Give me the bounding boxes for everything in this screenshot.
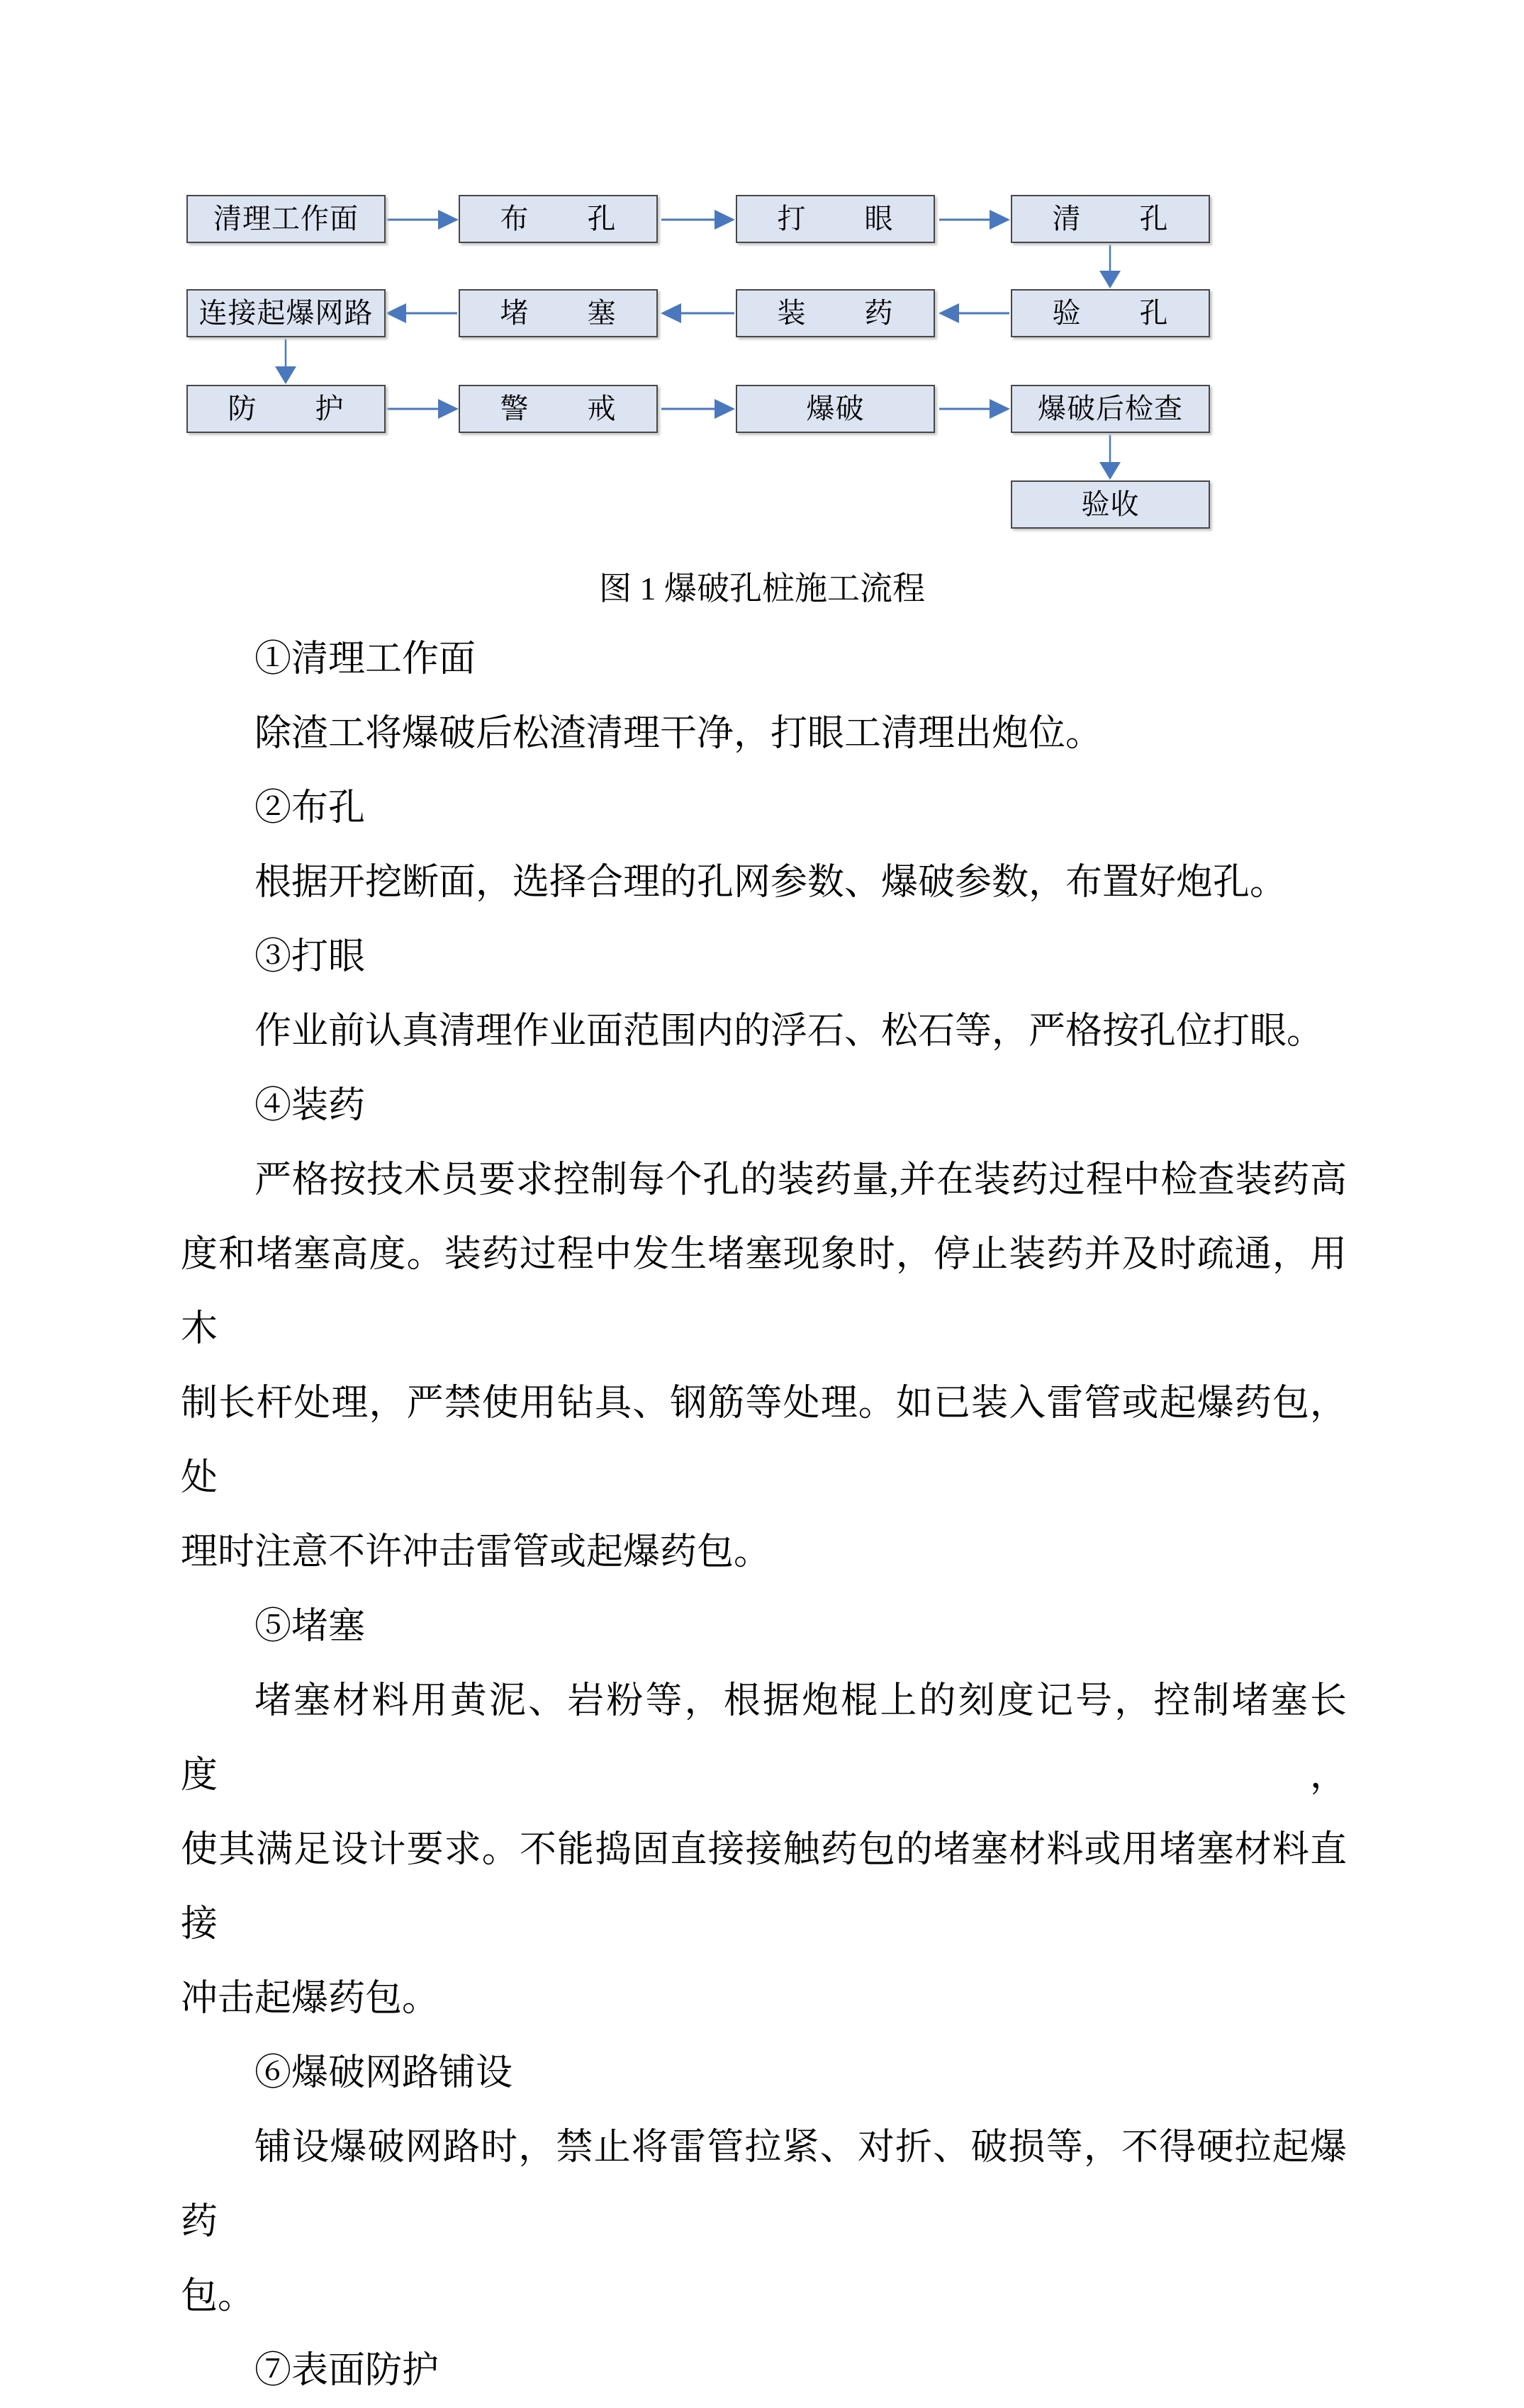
text-line: ⑤堵塞 [254,1607,366,1647]
flow-box-label: 打 眼 [777,203,894,235]
document-body [181,622,1347,2408]
flow-box-bukong [459,195,658,243]
text-line: 根据开挖断面，选择合理的孔网参数、爆破参数，布置好炮孔。 [254,862,1287,903]
text-line: 理时注意不许冲击雷管或起爆药包。 [181,1532,771,1572]
flow-box-dusai [459,289,658,337]
flow-box-label: 清 孔 [1052,203,1169,235]
text-line: ⑥爆破网路铺设 [254,2053,513,2093]
flow-connector-arrows [0,0,1524,560]
text-line: 包。 [181,2276,255,2317]
flow-box-dayan [736,195,935,243]
flow-box-label: 验收 [1081,488,1140,520]
text-line: ⑦表面防护 [254,2351,439,2391]
figure-caption: 图 1 爆破孔桩施工流程 [599,570,925,607]
flow-box-label: 装 药 [777,297,894,329]
flow-box-label: 清理工作面 [213,203,359,235]
text-line: 制长杆处理，严禁使用钻具、钢筋等处理。如已装入雷管或起爆药包，处 [181,1383,1347,1498]
flow-box-jingjie [459,385,658,433]
flow-box-label: 防 护 [228,393,344,424]
text-line: 使其满足设计要求。不能捣固直接接触药包的堵塞材料或用堵塞材料直接 [181,1830,1347,1945]
text-line: 度和堵塞高度。装药过程中发生堵塞现象时，停止装药并及时疏通，用木 [181,1234,1347,1349]
flow-box-label: 警 戒 [500,393,617,424]
flow-box-baopo [736,385,935,433]
text-line: 作业前认真清理作业面范围内的浮石、松石等，严格按孔位打眼。 [254,1011,1324,1052]
flow-box-qingkong [1011,195,1210,243]
text-line: 铺设爆破网路时，禁止将雷管拉紧、对折、破损等，不得硬拉起爆药 [181,2127,1347,2242]
text-line: 除渣工将爆破后松渣清理干净，打眼工清理出炮位。 [254,714,1103,754]
flow-box-label: 堵 塞 [500,297,617,329]
text-line: 严格按技术员要求控制每个孔的装药量,并在装药过程中检查装药高 [254,1160,1347,1200]
flow-box-fanghu [186,385,386,433]
flow-box-yankong [1011,289,1210,337]
flow-box-label: 爆破后检查 [1038,393,1183,424]
flow-box-qingli-gongzuomian [186,195,386,243]
flow-box-zhuangyao [736,289,935,337]
flow-box-lianjie-qibao-wanglu [186,289,386,337]
text-line: ①清理工作面 [254,639,476,680]
text-line: ③打眼 [254,937,366,977]
flow-box-baopohou-jiancha [1011,385,1210,433]
flowchart-figure [0,0,1524,560]
text-line: 冲击起爆药包。 [181,1979,439,2019]
flow-box-label: 验 孔 [1052,297,1169,329]
flow-box-label: 爆破 [806,393,865,424]
flow-box-label: 连接起爆网路 [198,297,374,329]
text-line: ②布孔 [254,788,366,828]
text-line: ④装药 [254,1086,366,1126]
flow-box-yanshou [1011,480,1210,529]
text-line: 堵塞材料用黄泥、岩粉等，根据炮棍上的刻度记号，控制堵塞长度， [181,1681,1347,1796]
flow-box-label: 布 孔 [500,203,617,235]
